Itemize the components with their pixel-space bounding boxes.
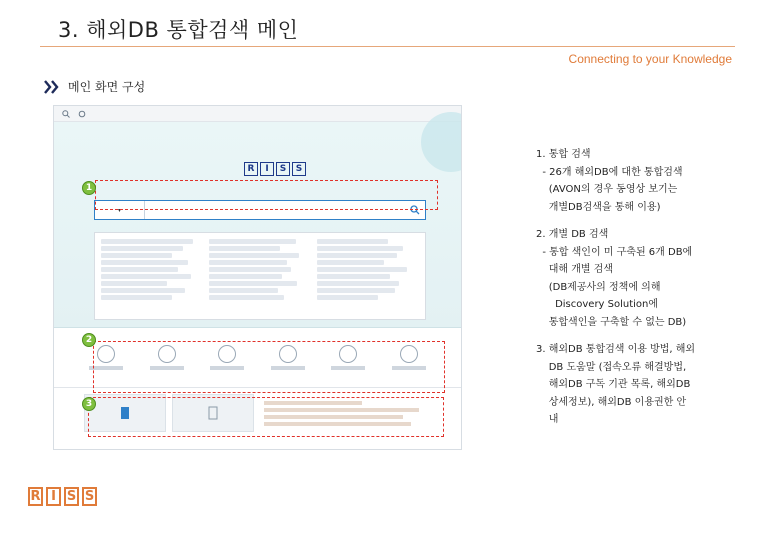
callout-badge-2: 2 bbox=[82, 333, 96, 347]
logo-letter: S bbox=[82, 487, 97, 506]
db-column bbox=[209, 237, 311, 315]
settings-icon bbox=[78, 110, 86, 118]
note-line: 대해 개별 검색 bbox=[536, 264, 614, 275]
note-line: - 26개 해외DB에 대한 통합검색 bbox=[536, 166, 683, 178]
highlight-box-1 bbox=[95, 180, 438, 210]
title-divider bbox=[40, 46, 735, 47]
note-line: 1. 통합 검색 bbox=[536, 149, 591, 160]
logo-letter: R bbox=[244, 162, 258, 176]
note-line: 상세정보), 해외DB 이용권한 안 bbox=[536, 396, 687, 408]
callout-badge-3: 3 bbox=[82, 397, 96, 411]
note-line: 내 bbox=[536, 414, 559, 425]
database-list bbox=[94, 232, 426, 320]
note-line: 3. 해외DB 통합검색 이용 방법, 해외 bbox=[536, 344, 696, 355]
search-icon bbox=[62, 110, 70, 118]
logo-letter: I bbox=[260, 162, 274, 176]
section-label: 메인 화면 구성 bbox=[68, 80, 146, 94]
screenshot-topbar bbox=[54, 106, 461, 122]
riss-logo-small bbox=[244, 162, 306, 176]
logo-letter: R bbox=[28, 487, 43, 506]
note-line: 해외DB 구독 기관 목록, 해외DB bbox=[536, 379, 691, 390]
note-line: Discovery Solution에 bbox=[536, 299, 659, 310]
hero-area bbox=[54, 122, 461, 328]
note-line: (DB제공사의 정책에 의해 bbox=[536, 281, 661, 293]
section-header bbox=[44, 78, 145, 95]
logo-letter: S bbox=[64, 487, 79, 506]
note-line: 2. 개별 DB 검색 bbox=[536, 229, 609, 240]
search-scope-select[interactable]: ▾ bbox=[95, 201, 145, 219]
highlight-box-3 bbox=[88, 397, 444, 437]
note-line: DB 도움말 (접속오류 해결방법, bbox=[536, 361, 687, 373]
description-notes bbox=[536, 146, 736, 429]
page-title: 3. 해외DB 통합검색 메인 bbox=[58, 18, 299, 42]
riss-logo bbox=[28, 487, 97, 506]
highlight-box-2 bbox=[93, 341, 445, 393]
callout-badge-1: 1 bbox=[82, 181, 96, 195]
db-column bbox=[317, 237, 419, 315]
db-column bbox=[101, 237, 203, 315]
logo-letter: I bbox=[46, 487, 61, 506]
logo-letter: S bbox=[292, 162, 306, 176]
note-line: (AVON의 경우 동영상 보기는 bbox=[536, 184, 678, 195]
note-line: 개별DB검색을 통해 이용) bbox=[536, 201, 661, 213]
note-line: - 통합 색인이 미 구축된 6개 DB에 bbox=[536, 246, 693, 258]
double-chevron-icon bbox=[44, 80, 60, 94]
tagline: Connecting to your Knowledge bbox=[568, 52, 732, 66]
note-line: 통합색인을 구축할 수 없는 DB) bbox=[536, 316, 687, 328]
logo-letter: S bbox=[276, 162, 290, 176]
